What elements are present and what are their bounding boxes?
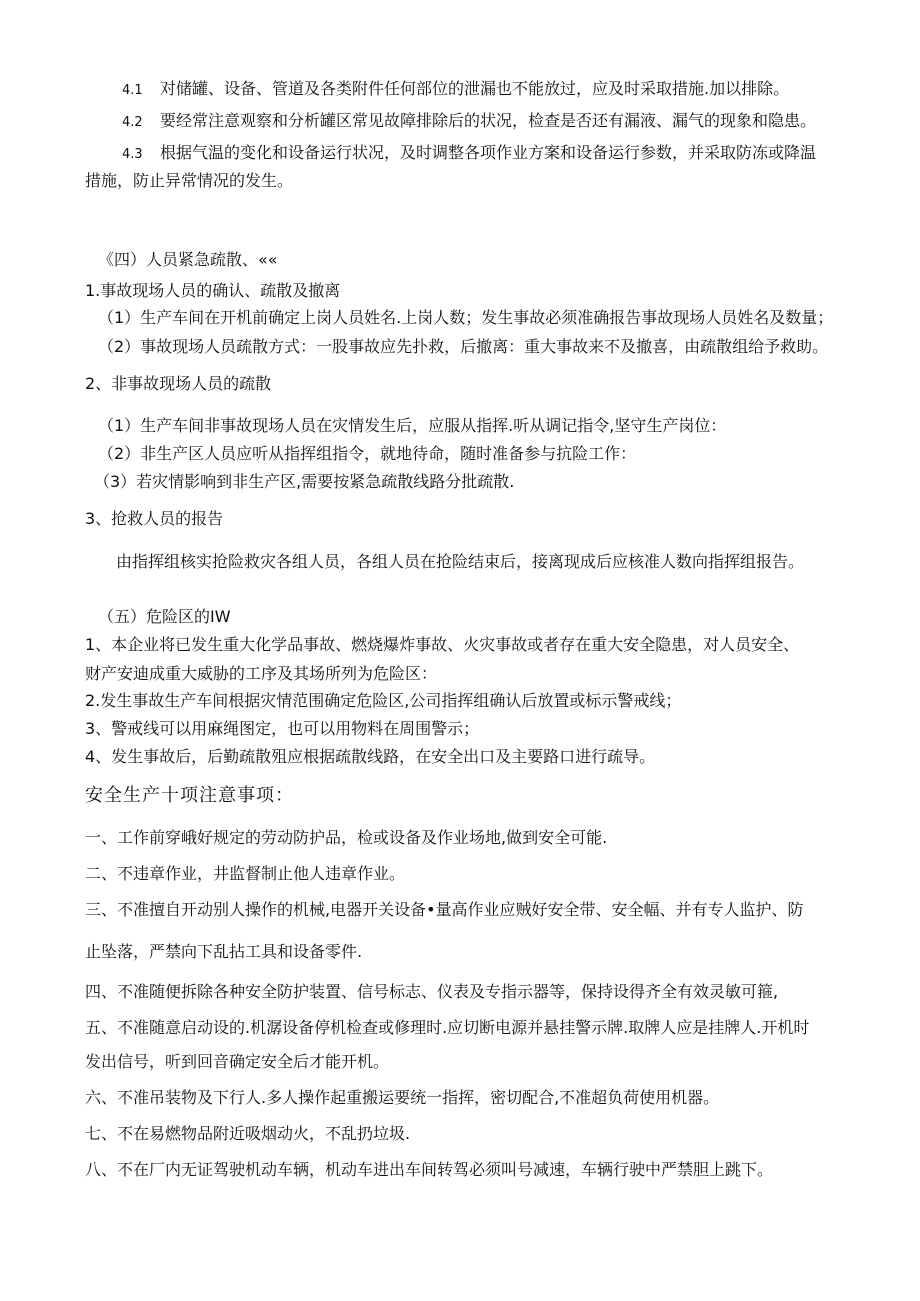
danger-item: 1、本企业将已发生重大化学品事故、燃烧爆炸事故、火灾事故或者存在重大安全隐患，对人员安全、 — [85, 635, 800, 654]
clause-number: 4.1 — [122, 83, 143, 98]
danger-item: 财产安迪成重大威胁的工序及其场所列为危险区： — [85, 664, 438, 683]
safety-item: 八、不在厂内无证驾驶机动车辆，机动车进出车间转驾必须叫号减速，车辆行驶中严禁胆上跳下。 — [85, 1160, 774, 1179]
danger-heading: （五）危险区的IW — [98, 607, 231, 626]
evacuation-sub2-item: （1）生产车间非事故现场人员在灾情发生后，应服从指挥.听从调记指令,坚守生产岗位： — [98, 416, 727, 435]
danger-item: 4、发生事故后，后勤疏散殂应根据疏散线路，在安全出口及主要路口进行疏导。 — [85, 747, 656, 766]
safety-item: 一、工作前穿峨好规定的劳动防护品，检或设备及作业场地,做到安全可能. — [85, 828, 608, 847]
evacuation-sub1-item: （2）事故现场人员疏散方式：一股事故应先扑救，后撤离：重大事故来不及撤喜，由疏散组给予救助。 — [98, 337, 829, 356]
clause-number: 4.2 — [122, 115, 143, 130]
danger-item: 2.发生事故生产车间根据灾情范围确定危险区,公司指挥组确认后放置或标示警戒线； — [85, 691, 682, 710]
safety-item: 四、不准随便拆除各种安全防护装置、信号标志、仪表及专指示器等，保持设得齐全有效灵敏可箍, — [85, 982, 779, 1001]
safety-item: 三、不准擅自开动别人操作的机械,电器开关设备•量高作业应贼好安全带、安全幅、并有专人监护、防 — [85, 900, 804, 919]
evacuation-sub3-text: 由指挥组核实抢险救灾各组人员，各组人员在抢险结束后，接离现成后应核准人数向指挥组报告。 — [116, 552, 805, 571]
clause-number: 4.3 — [122, 147, 143, 162]
safety-item: 五、不准随意启动设的.机潺设备停机检查或修理时.应切断电源并悬挂警示牌.取牌人应是挂牌人.开机时 — [85, 1018, 810, 1037]
safety-item: 二、不违章作业，井监督制止他人违章作业。 — [85, 864, 406, 883]
safety-item: 发出信号，听到回音确定安全后才能开机。 — [85, 1052, 390, 1071]
clause-text: 根据气温的变化和设备运行状况，及时调整各项作业方案和设备运行参数，并采取防冻或降温 — [160, 143, 817, 162]
clause-text: 对储罐、设备、管道及各类附件任何部位的泄漏也不能放过，应及时采取措施.加以排除。 — [160, 79, 790, 98]
safety-item: 七、不在易燃物品附近吸烟动火，不乱扔垃圾. — [85, 1124, 411, 1143]
safety-item: 止坠落，严禁向下乱拈工具和设备零件. — [85, 942, 363, 961]
safety-title: 安全生产十项注意事项： — [85, 785, 294, 806]
evacuation-sub2-title: 2、非事故现场人员的疏散 — [85, 374, 272, 393]
clause-4-3-continuation: 措施，防止异常情况的发生。 — [85, 171, 294, 190]
evacuation-sub1-title: 1.事故现场人员的确认、疏散及撤离 — [85, 281, 341, 300]
clause-4-2 — [122, 110, 816, 134]
evacuation-sub2-item: （3）若灾情影响到非生产区,需要按紧急疏散线路分批疏散. — [94, 472, 515, 491]
clause-4-3 — [122, 142, 816, 166]
danger-item: 3、警戒线可以用麻绳图定，也可以用物料在周围警示； — [85, 719, 480, 738]
clause-4-1 — [122, 78, 789, 102]
evacuation-sub3-title: 3、抢救人员的报告 — [85, 509, 224, 528]
safety-item: 六、不准吊装物及下行人.多人操作起重搬运要统一指挥，密切配合,不准超负荷使用机器。 — [85, 1088, 720, 1107]
evacuation-sub1-item: （1）生产车间在开机前确定上岗人员姓名.上岗人数；发生事故必须准确报告事故现场人员姓名及数量； — [98, 308, 834, 327]
clause-text: 要经常注意观察和分析罐区常见故障排除后的状况，检查是否还有漏液、漏气的现象和隐患。 — [160, 111, 817, 130]
evacuation-heading: 《四）人员紧急疏散、«« — [98, 250, 278, 269]
evacuation-sub2-item: （2）非生产区人员应听从指挥组指令，就地待命，随时准备参与抗险工作： — [98, 444, 637, 463]
